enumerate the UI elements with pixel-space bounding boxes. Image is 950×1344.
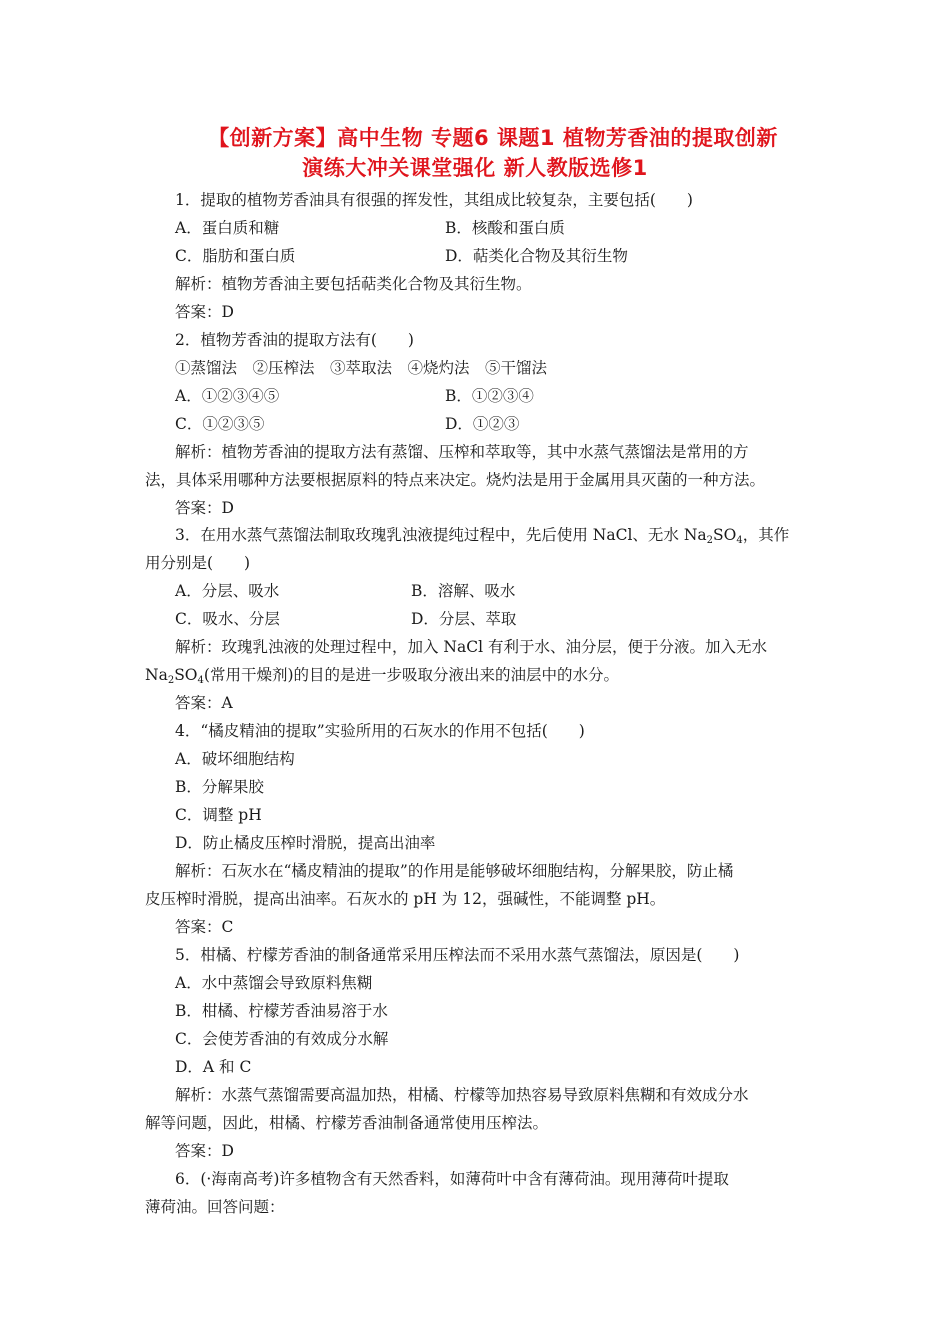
q3-analysis-text: (常用干燥剂)的目的是进一步吸取分液出来的油层中的水分。	[203, 666, 619, 684]
q2-stem: 2．植物芳香油的提取方法有( )	[175, 331, 414, 349]
q3-analysis-subscript: 4	[197, 675, 204, 686]
q3-stem-subscript: 4	[736, 535, 743, 546]
q6-stem-line1: 6．(·海南高考)许多植物含有天然香料，如薄荷叶中含有薄荷油。现用薄荷叶提取	[175, 1170, 729, 1188]
q1-analysis: 解析：植物芳香油主要包括萜类化合物及其衍生物。	[175, 275, 532, 293]
q2-option-d: D．①②③	[445, 415, 520, 433]
q5-stem: 5．柑橘、柠檬芳香油的制备通常采用压榨法而不采用水蒸气蒸馏法，原因是( )	[175, 946, 740, 964]
document-title-line2: 演练大冲关课堂强化 新人教版选修1	[302, 156, 648, 180]
q2-option-b: B．①②③④	[445, 387, 534, 405]
q4-option-a: A．破坏细胞结构	[175, 750, 295, 768]
q3-option-a: A．分层、吸水	[175, 582, 280, 600]
q3-analysis-text: Na	[145, 666, 168, 684]
q3-analysis-text: SO	[174, 666, 198, 684]
q3-analysis-line1: 解析：玫瑰乳浊液的处理过程中，加入 NaCl 有利于水、油分层，便于分液。加入无水	[175, 638, 767, 656]
q2-answer: 答案：D	[175, 499, 234, 517]
q5-analysis-line2: 解等问题，因此，柑橘、柠檬芳香油制备通常使用压榨法。	[145, 1114, 549, 1132]
q5-answer: 答案：D	[175, 1142, 234, 1160]
q4-answer: 答案：C	[175, 918, 234, 936]
q3-stem-line2: 用分别是( )	[145, 554, 251, 572]
q5-option-a: A．水中蒸馏会导致原料焦糊	[175, 974, 373, 992]
q5-option-c: C．会使芳香油的有效成分水解	[175, 1030, 389, 1048]
q4-stem: 4．“橘皮精油的提取”实验所用的石灰水的作用不包括( )	[175, 722, 585, 740]
q2-option-a: A．①②③④⑤	[175, 387, 280, 405]
q5-option-b: B．柑橘、柠檬芳香油易溶于水	[175, 1002, 388, 1020]
q2-analysis-line2: 法，具体采用哪种方法要根据原料的特点来决定。烧灼法是用于金属用具灭菌的一种方法。	[145, 471, 766, 489]
q3-analysis-line2	[145, 665, 619, 685]
q2-methods: ①蒸馏法 ②压榨法 ③萃取法 ④烧灼法 ⑤干馏法	[175, 359, 548, 377]
q3-answer: 答案：A	[175, 694, 233, 712]
q4-option-c: C．调整 pH	[175, 806, 262, 824]
q1-stem: 1．提取的植物芳香油具有很强的挥发性，其组成比较复杂，主要包括( )	[175, 191, 693, 209]
q3-stem-text: ，其作	[742, 526, 790, 544]
q1-option-b: B．核酸和蛋白质	[445, 219, 565, 237]
q3-option-c: C．吸水、分层	[175, 610, 280, 628]
q6-stem-line2: 薄荷油。回答问题：	[145, 1198, 285, 1216]
q3-stem-text: 3．在用水蒸气蒸馏法制取玫瑰乳浊液提纯过程中，先后使用 NaCl、无水 Na	[175, 526, 707, 544]
q5-analysis-line1: 解析：水蒸气蒸馏需要高温加热，柑橘、柠檬等加热容易导致原料焦糊和有效成分水	[175, 1086, 749, 1104]
q3-option-b: B．溶解、吸水	[411, 582, 516, 600]
q3-stem-text: SO	[713, 526, 737, 544]
q3-analysis-subscript: 2	[167, 675, 175, 686]
q4-analysis-line2: 皮压榨时滑脱，提高出油率。石灰水的 pH 为 12，强碱性，不能调整 pH。	[145, 890, 666, 908]
document-title-line1: 【创新方案】高中生物 专题6 课题1 植物芳香油的提取创新	[208, 126, 778, 150]
q3-stem-line1	[175, 525, 789, 545]
q2-option-c: C．①②③⑤	[175, 415, 265, 433]
q5-option-d: D．A 和 C	[175, 1058, 252, 1076]
q3-option-d: D．分层、萃取	[411, 610, 517, 628]
q1-option-a: A．蛋白质和糖	[175, 219, 280, 237]
q4-option-b: B．分解果胶	[175, 778, 264, 796]
q1-option-c: C．脂肪和蛋白质	[175, 247, 296, 265]
q2-analysis-line1: 解析：植物芳香油的提取方法有蒸馏、压榨和萃取等，其中水蒸气蒸馏法是常用的方	[175, 443, 749, 461]
q4-option-d: D．防止橘皮压榨时滑脱，提高出油率	[175, 834, 436, 852]
q4-analysis-line1: 解析：石灰水在“橘皮精油的提取”的作用是能够破坏细胞结构，分解果胶，防止橘	[175, 862, 734, 880]
q1-option-d: D．萜类化合物及其衍生物	[445, 247, 628, 265]
q3-stem-subscript: 2	[706, 535, 714, 546]
q1-answer: 答案：D	[175, 303, 234, 321]
